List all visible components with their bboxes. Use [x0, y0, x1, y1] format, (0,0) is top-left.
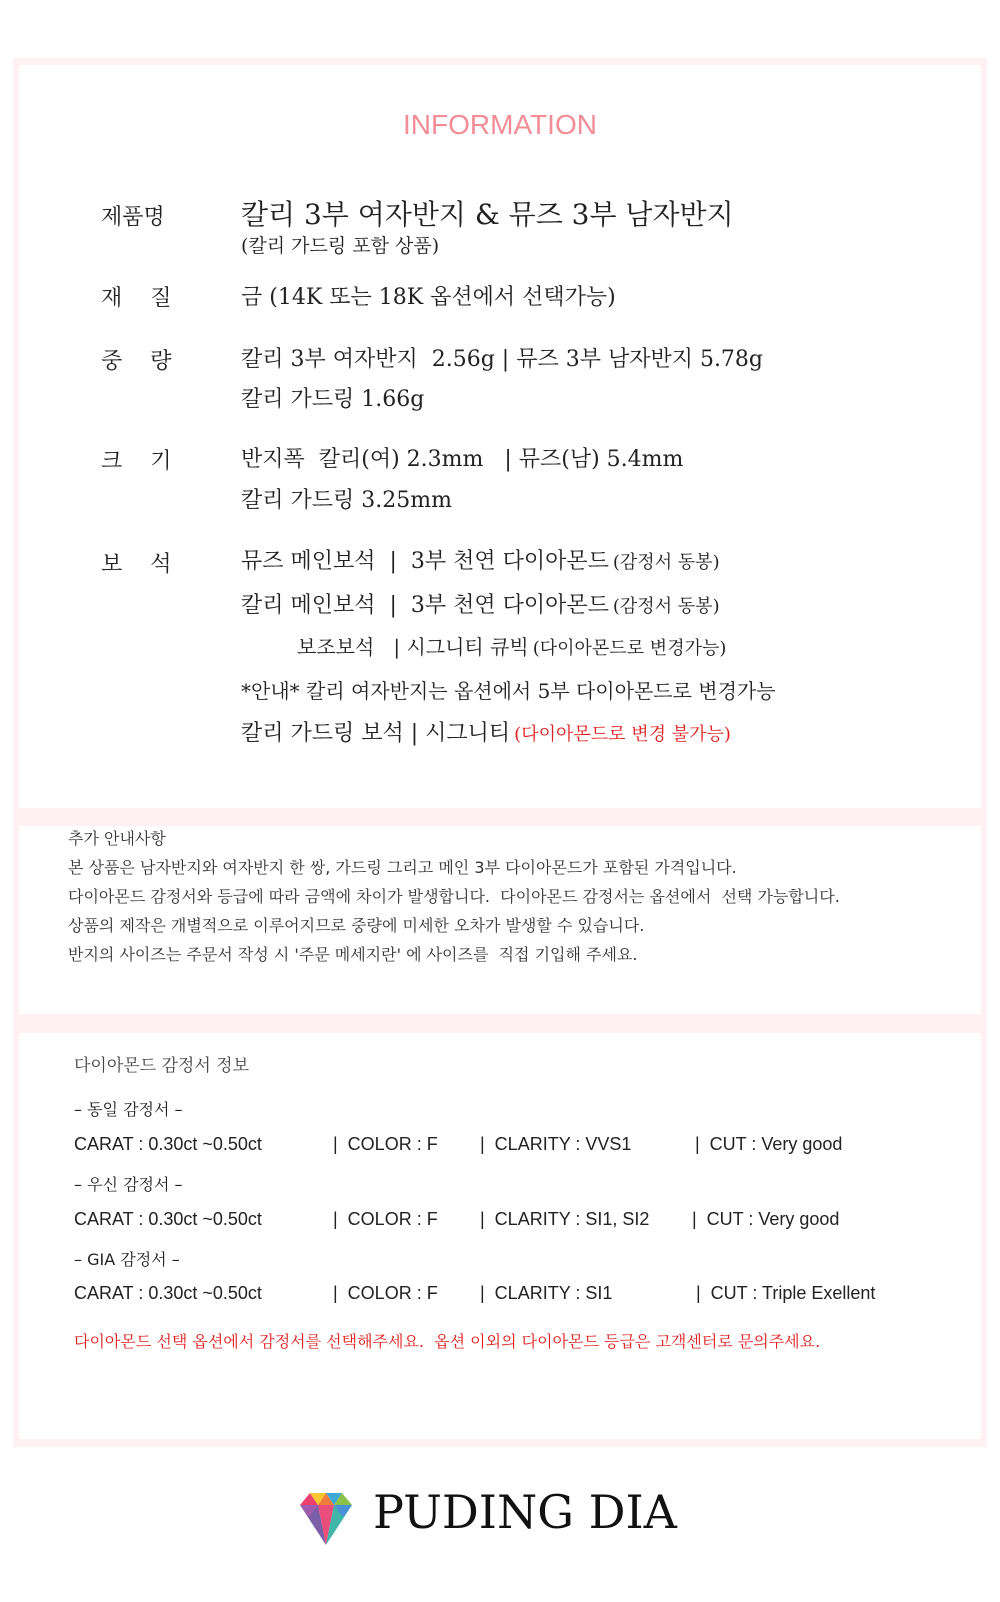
cert-carat: CARAT : 0.30ct ~0.50ct: [74, 1209, 262, 1229]
brand-name: PUDING DIA: [373, 1485, 677, 1539]
certificate-title: 다이아몬드 감정서 정보: [74, 1056, 250, 1076]
stone-line-5-note: (다이아몬드로 변경 불가능): [514, 724, 731, 745]
stone-line-1-text: 뮤즈 메인보석 | 3부 천연 다이아몬드: [241, 549, 609, 574]
additional-line-3: 상품의 제작은 개별적으로 이루어지므로 중량에 미세한 오차가 발생할 수 있습니다.: [68, 916, 645, 935]
cert-carat: CARAT : 0.30ct ~0.50ct: [74, 1283, 262, 1303]
stone-line-2-text: 칼리 메인보석 | 3부 천연 다이아몬드: [241, 593, 609, 618]
information-title: INFORMATION: [403, 109, 597, 140]
cert-cut: | CUT : Triple Exellent: [696, 1283, 876, 1303]
cert-clarity: | CLARITY : VVS1: [480, 1134, 632, 1154]
stone-line-2-note: (감정서 동봉): [612, 596, 720, 617]
stone-line-2: [241, 588, 720, 619]
information-panel: [19, 65, 981, 808]
weight-label: 중 량: [101, 349, 172, 374]
stone-line-4: *안내* 칼리 여자반지는 옵션에서 5부 다이아몬드로 변경가능: [241, 679, 776, 703]
cert-clarity: | CLARITY : SI1: [480, 1283, 613, 1303]
cert-color: | COLOR : F: [333, 1283, 438, 1303]
stone-line-3-text: 보조보석 | 시그니티 큐빅: [297, 635, 529, 659]
diamond-logo-icon: [300, 1487, 352, 1552]
size-line-2: 칼리 가드링 3.25mm: [241, 488, 452, 513]
additional-red-notice: 반지의 사이즈는 주문서 작성 시 '주문 메세지란' 에 사이즈를 직접 기입해 주세요.: [68, 945, 638, 964]
material-value: 금 (14K 또는 18K 옵션에서 선택가능): [241, 285, 616, 310]
cert-clarity: | CLARITY : SI1, SI2: [480, 1209, 650, 1229]
stone-label: 보 석: [101, 552, 172, 577]
size-label: 크 기: [101, 449, 172, 474]
cert-cut: | CUT : Very good: [692, 1209, 840, 1229]
size-line-1: 반지폭 칼리(여) 2.3mm | 뮤즈(남) 5.4mm: [241, 447, 684, 472]
stone-line-3: [297, 631, 726, 660]
additional-line-1: 본 상품은 남자반지와 여자반지 한 쌍, 가드링 그리고 메인 3부 다이아몬드가 포함된 가격입니다.: [68, 858, 737, 877]
stone-line-1: [241, 544, 720, 575]
cert-color: | COLOR : F: [333, 1134, 438, 1154]
weight-line-1: 칼리 3부 여자반지 2.56g | 뮤즈 3부 남자반지 5.78g: [241, 347, 764, 372]
stone-line-1-note: (감정서 동봉): [612, 552, 720, 573]
stone-line-5: [241, 716, 731, 747]
cert-color: | COLOR : F: [333, 1209, 438, 1229]
certificate-red-notice: 다이아몬드 선택 옵션에서 감정서를 선택해주세요. 옵션 이외의 다이아몬드 등급은 고객센터로 문의주세요.: [74, 1332, 821, 1351]
stone-line-5-text: 칼리 가드링 보석 | 시그니티: [241, 721, 511, 746]
weight-line-2: 칼리 가드링 1.66g: [241, 387, 425, 412]
cert-group-heading: – 우신 감정서 –: [74, 1175, 183, 1194]
cert-carat: CARAT : 0.30ct ~0.50ct: [74, 1134, 262, 1154]
product-name: 칼리 3부 여자반지 & 뮤즈 3부 남자반지: [241, 198, 734, 231]
product-label: 제품명: [101, 205, 165, 230]
product-subtitle: (칼리 가드링 포함 상품): [241, 235, 440, 257]
certificate-panel: [19, 1033, 981, 1439]
additional-line-2: 다이아몬드 감정서와 등급에 따라 금액에 차이가 발생합니다. 다이아몬드 감정서는 옵션에서 선택 가능합니다.: [68, 887, 840, 906]
cert-group-heading: – GIA 감정서 –: [74, 1250, 180, 1269]
cert-group-heading: – 동일 감정서 –: [74, 1100, 183, 1119]
additional-title: 추가 안내사항: [68, 829, 166, 848]
material-label: 재 질: [101, 286, 172, 311]
stone-line-3-note: (다이아몬드로 변경가능): [532, 638, 727, 659]
cert-cut: | CUT : Very good: [695, 1134, 843, 1154]
additional-notes-panel: [19, 826, 981, 1014]
